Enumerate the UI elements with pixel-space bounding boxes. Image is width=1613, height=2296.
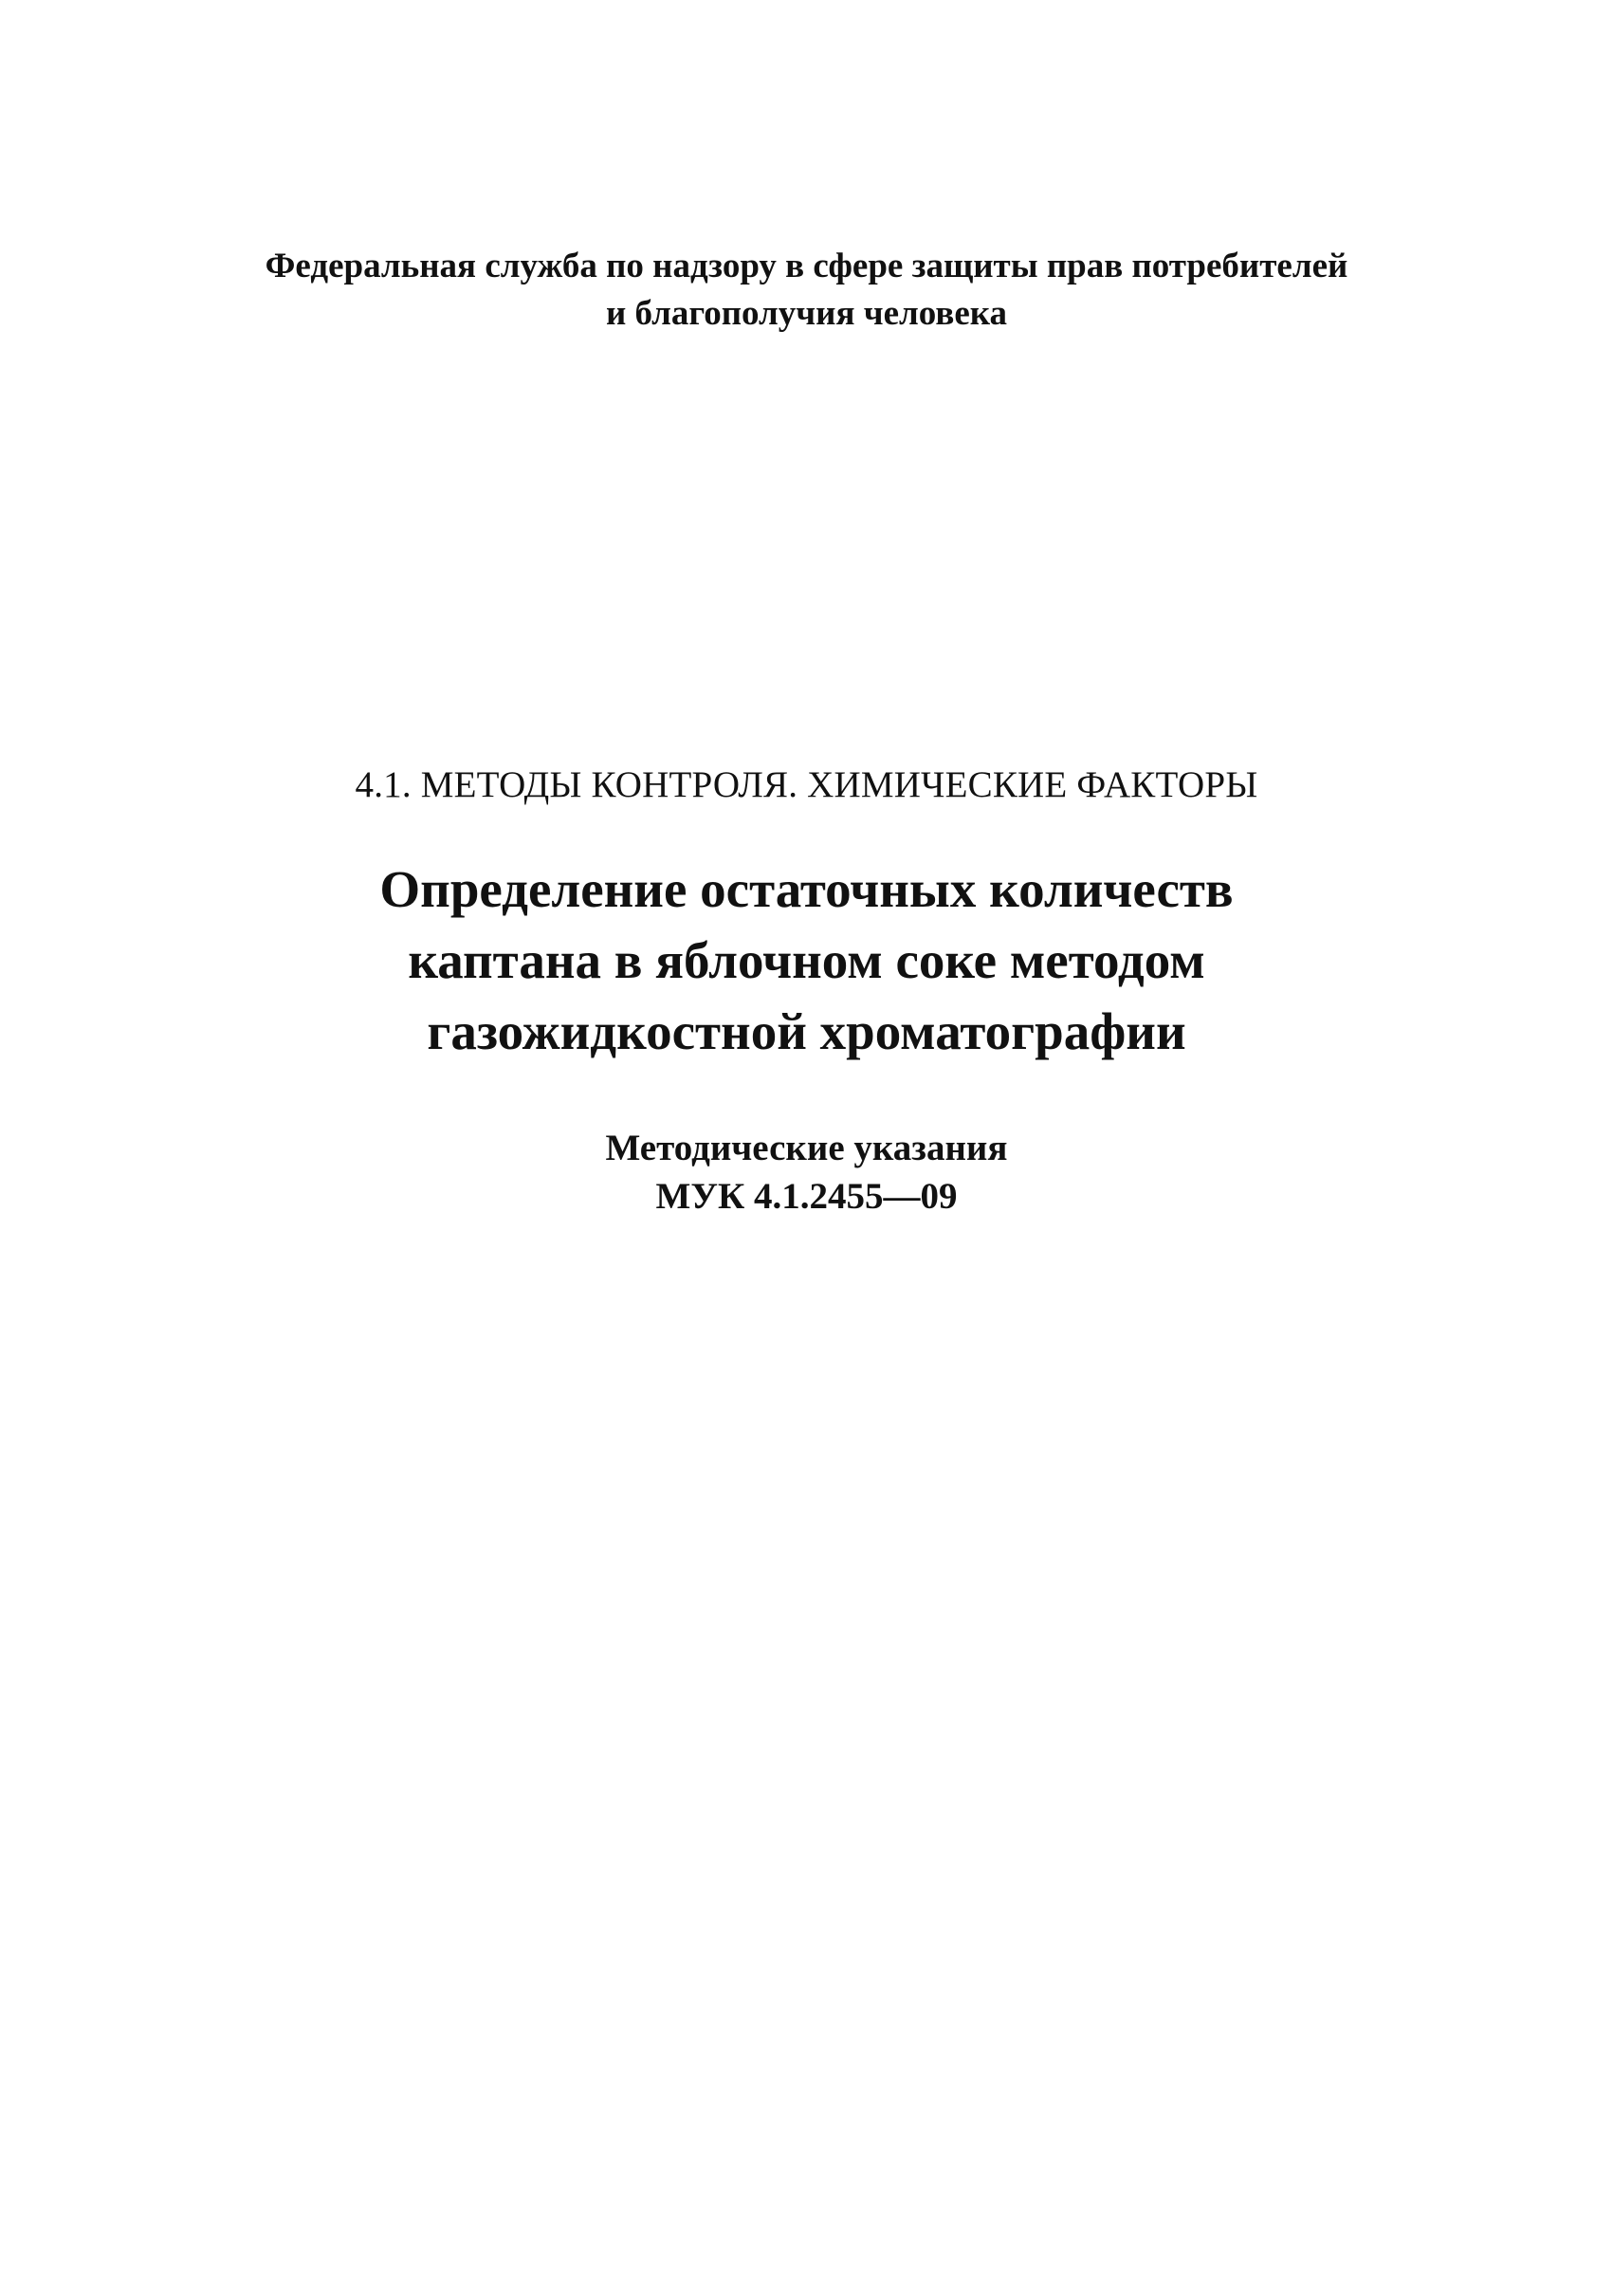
section-label: 4.1. МЕТОДЫ КОНТРОЛЯ. ХИМИЧЕСКИЕ ФАКТОРЫ <box>355 764 1258 805</box>
document-type: Методические указания <box>605 1128 1008 1168</box>
section-heading <box>0 762 1613 809</box>
document-number: МУК 4.1.2455—09 <box>655 1176 958 1217</box>
document-title <box>0 854 1613 1067</box>
organization-line-2: и благополучия человека <box>605 294 1008 333</box>
document-type-block <box>0 1124 1613 1221</box>
title-line-3: газожидкостной хроматографии <box>427 1002 1186 1060</box>
title-line-2: каптана в яблочном соке методом <box>408 931 1205 989</box>
organization-line-1: Федеральная служба по надзору в сфере защиты прав потребителей <box>265 247 1348 285</box>
organization-name <box>0 243 1613 338</box>
title-line-1: Определение остаточных количеств <box>379 860 1234 918</box>
